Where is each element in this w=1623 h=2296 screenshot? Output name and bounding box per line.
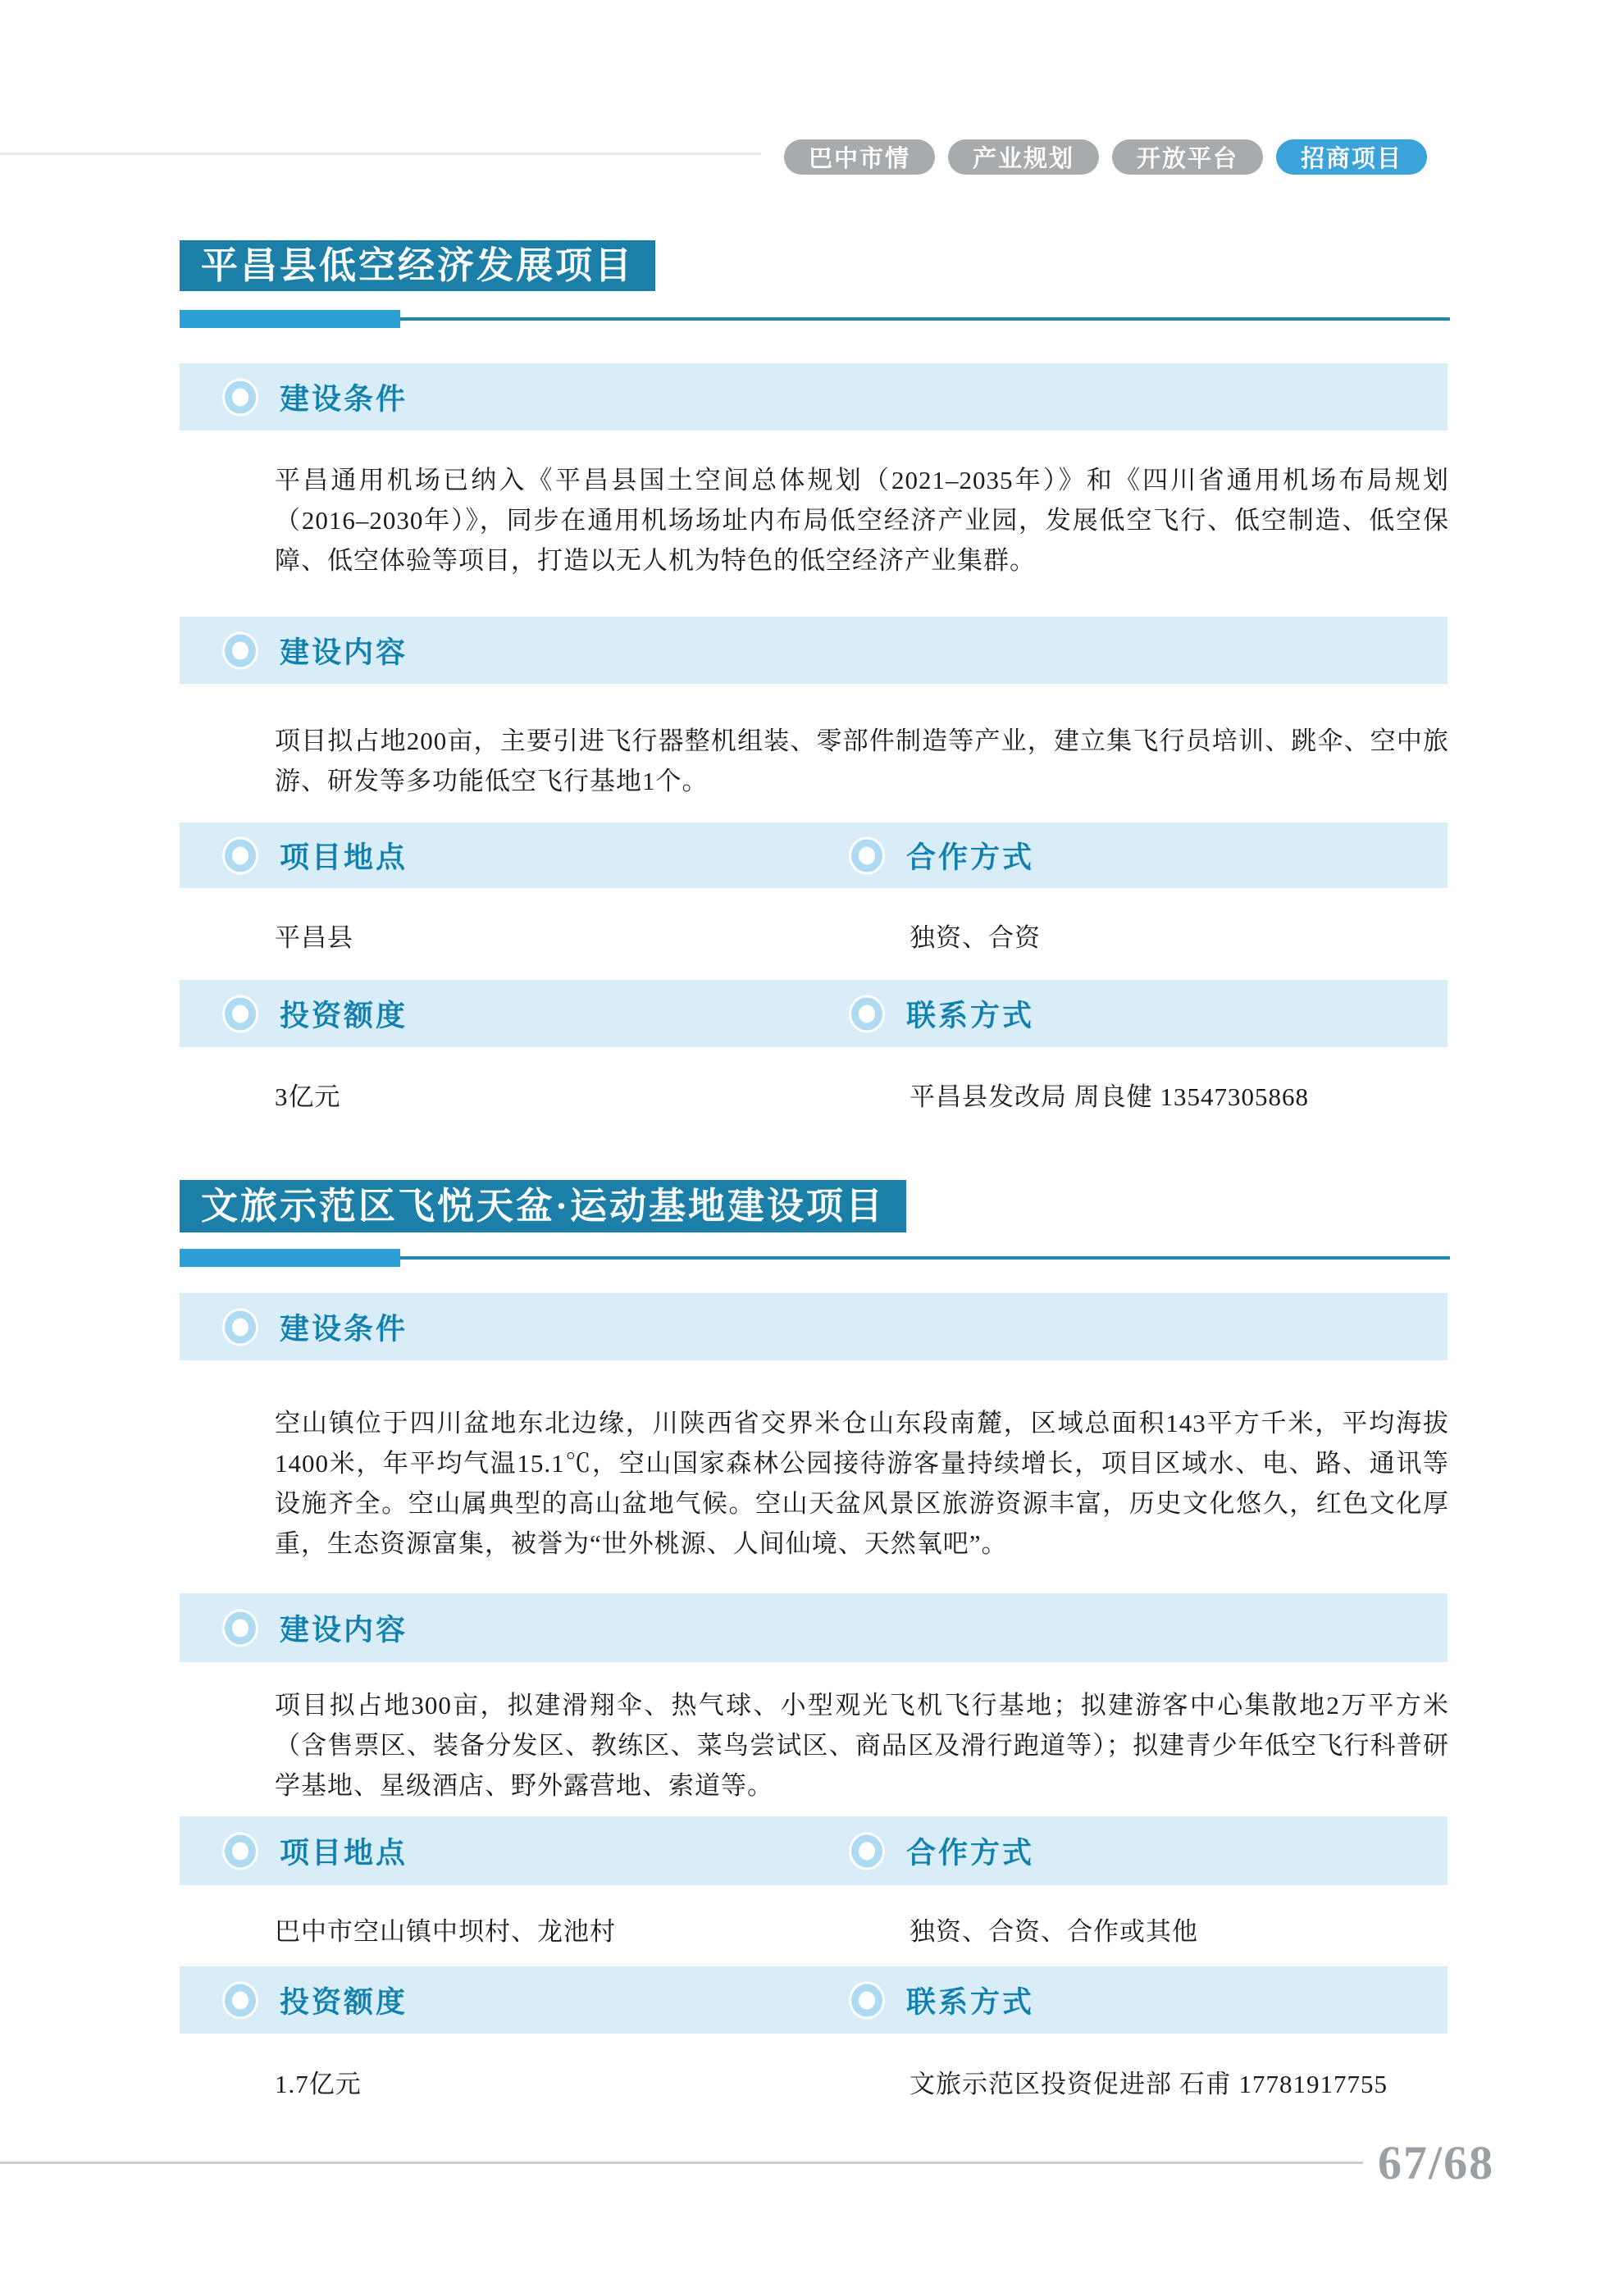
section-label: 合作方式 — [906, 840, 1035, 874]
top-nav — [784, 139, 1427, 175]
section-bullet-icon — [849, 995, 885, 1032]
section-bullet-icon — [222, 836, 258, 874]
content-paragraph: 项目拟占地200亩，主要引进飞行器整机组装、零部件制造等产业，建立集飞行员培训、跳伞、空中旅游、研发等多功能低空飞行基地1个。 — [275, 727, 1449, 795]
section-header-investment-contact — [180, 1966, 1447, 2034]
section-label: 联系方式 — [906, 1985, 1035, 2019]
section-bullet-icon — [222, 1832, 258, 1870]
section-label: 投资额度 — [280, 1985, 408, 2019]
title-underline-decoration — [180, 310, 1447, 328]
footer-divider-line — [0, 2162, 1363, 2164]
contact-value: 平昌县发改局 周良健 13547305868 — [910, 1082, 1309, 1111]
section-label: 建设内容 — [280, 1613, 408, 1647]
section-bullet-icon — [849, 836, 885, 874]
section-header-conditions — [180, 363, 1447, 430]
project-section-feiyue-tianpen-sports-base — [180, 1180, 1447, 2115]
location-value: 平昌县 — [275, 923, 353, 952]
section-header-conditions — [180, 1293, 1447, 1360]
section-label: 投资额度 — [280, 999, 408, 1032]
location-value: 巴中市空山镇中坝村、龙池村 — [275, 1917, 616, 1946]
section-label: 建设内容 — [280, 636, 408, 669]
section-label: 项目地点 — [280, 1836, 408, 1870]
nav-tab-industry-planning[interactable]: 产业规划 — [948, 139, 1099, 175]
section-bullet-icon — [222, 378, 258, 416]
project-title: 文旅示范区飞悦天盆·运动基地建设项目 — [180, 1180, 906, 1232]
project-section-pingchang-low-altitude — [180, 240, 1447, 1159]
section-bullet-icon — [222, 1308, 258, 1346]
decoration-rect — [180, 1249, 400, 1267]
section-bullet-icon — [222, 631, 258, 669]
content-paragraph: 项目拟占地300亩，拟建滑翔伞、热气球、小型观光飞机飞行基地；拟建游客中心集散地2万平方米（含售票区、装备分发区、教练区、菜鸟尝试区、商品区及滑行跑道等）；拟建青少年低空飞行科普研学基地、星级酒店、野外露营地、索道等。 — [275, 1691, 1449, 1800]
title-underline-decoration — [180, 1249, 1447, 1267]
section-label: 联系方式 — [906, 999, 1035, 1032]
decoration-line — [400, 317, 1450, 321]
cooperation-value: 独资、合资、合作或其他 — [910, 1917, 1198, 1946]
section-header-investment-contact — [180, 980, 1447, 1047]
investment-value: 3亿元 — [275, 1082, 341, 1111]
section-label: 项目地点 — [280, 840, 408, 874]
contact-value: 文旅示范区投资促进部 石甫 17781917755 — [910, 2070, 1388, 2098]
section-label: 建设条件 — [280, 382, 408, 416]
investment-value: 1.7亿元 — [275, 2070, 362, 2098]
section-label: 建设条件 — [280, 1312, 408, 1346]
top-divider-line — [0, 153, 761, 155]
section-header-location-cooperation — [180, 822, 1447, 888]
page-number: 67/68 — [1378, 2136, 1495, 2189]
section-header-content — [180, 1593, 1447, 1662]
decoration-rect — [180, 310, 400, 328]
section-bullet-icon — [222, 995, 258, 1032]
section-header-location-cooperation — [180, 1816, 1447, 1885]
nav-tab-city-overview[interactable]: 巴中市情 — [784, 139, 935, 175]
decoration-line — [400, 1256, 1450, 1260]
nav-tab-investment-projects[interactable]: 招商项目 — [1276, 139, 1427, 175]
section-bullet-icon — [222, 1981, 258, 2019]
conditions-paragraph: 空山镇位于四川盆地东北边缘，川陕西省交界米仓山东段南麓，区域总面积143平方千米，平均海拔1400米，年平均气温15.1℃，空山国家森林公园接待游客量持续增长，项目区域水、电、路、通讯等设施齐全。空山属典型的高山盆地气候。空山天盆风景区旅游资源丰富，历史文化悠久，红色文化厚重，生态资源富集，被誉为“世外桃源、人间仙境、天然氧吧”。 — [275, 1409, 1449, 1558]
section-bullet-icon — [849, 1981, 885, 2019]
section-bullet-icon — [849, 1832, 885, 1870]
project-title: 平昌县低空经济发展项目 — [180, 240, 655, 291]
section-bullet-icon — [222, 1609, 258, 1647]
conditions-paragraph: 平昌通用机场已纳入《平昌县国土空间总体规划（2021–2035年）》和《四川省通用机场布局规划（2016–2030年）》，同步在通用机场场址内布局低空经济产业园，发展低空飞行、低空制造、低空保障、低空体验等项目，打造以无人机为特色的低空经济产业集群。 — [275, 466, 1449, 575]
cooperation-value: 独资、合资 — [910, 923, 1041, 952]
section-header-content — [180, 617, 1447, 684]
section-label: 合作方式 — [906, 1836, 1035, 1870]
nav-tab-open-platform[interactable]: 开放平台 — [1112, 139, 1263, 175]
